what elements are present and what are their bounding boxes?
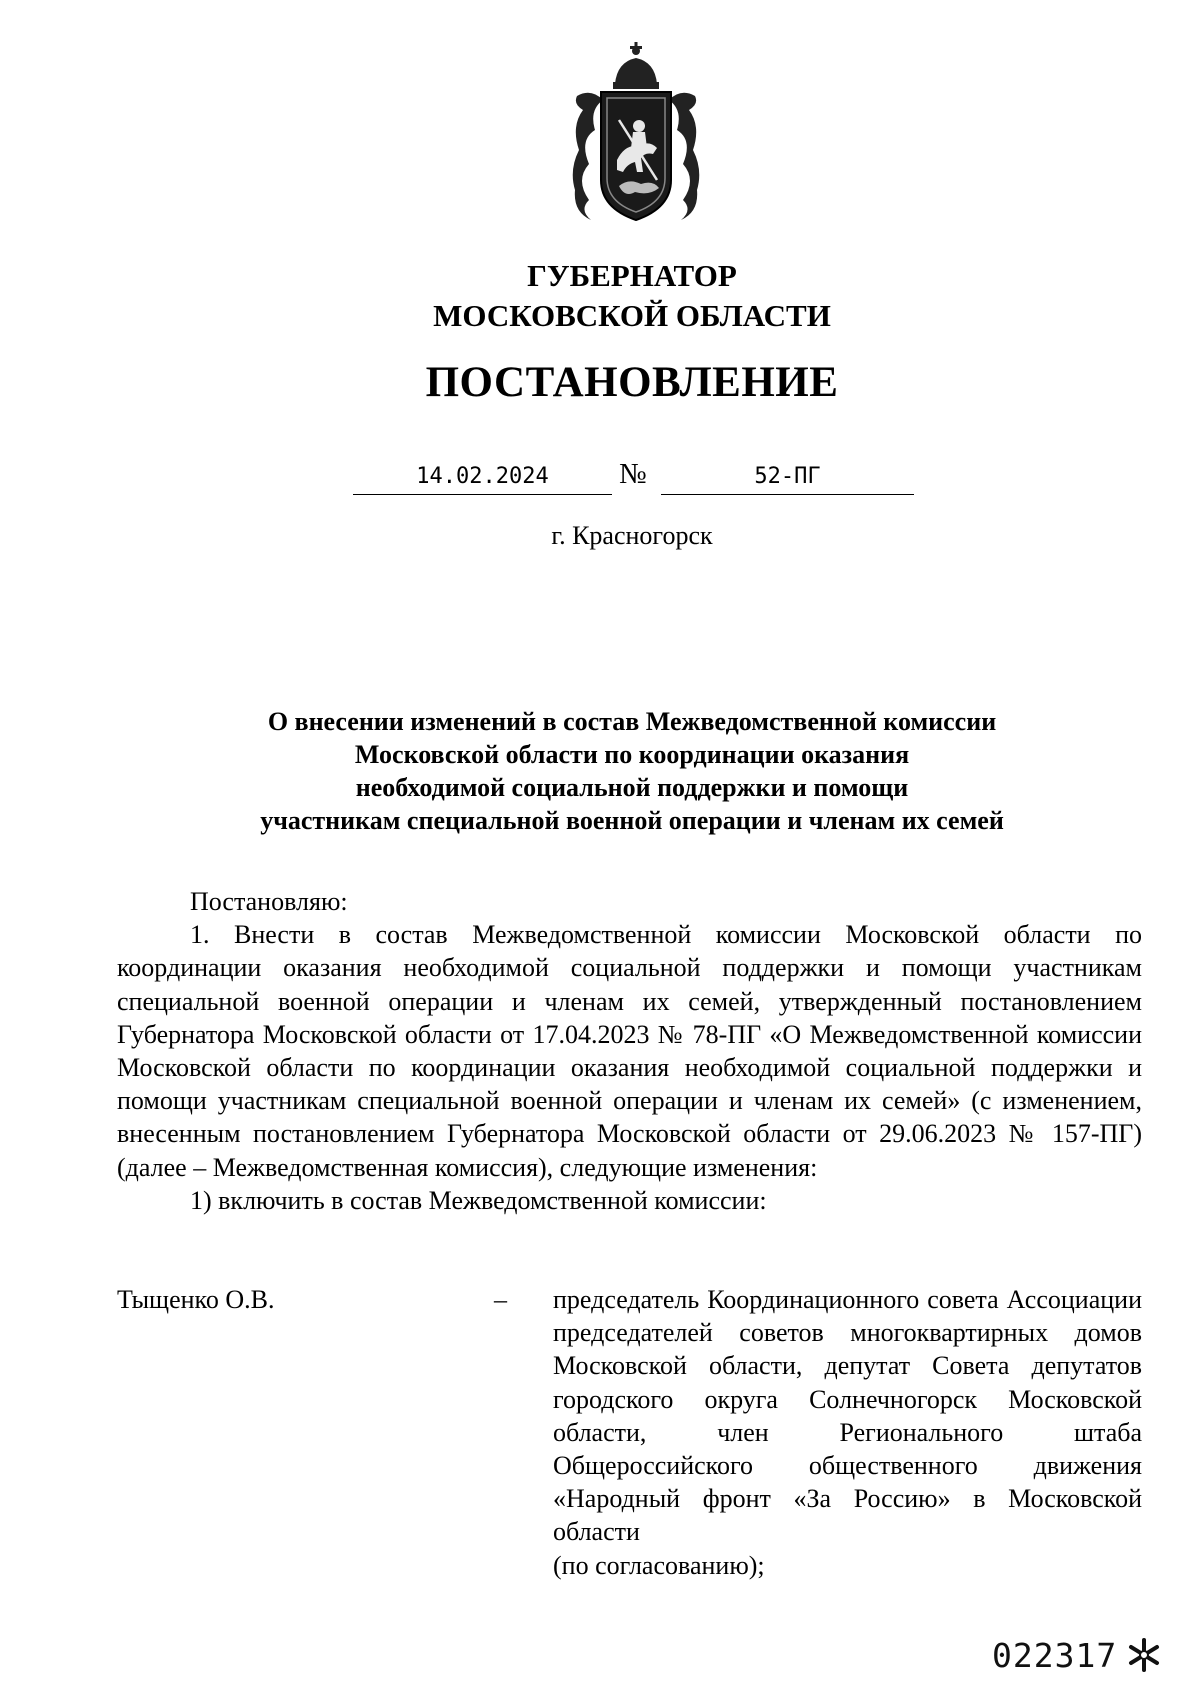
member-description <box>553 1283 1142 1582</box>
title-line: участникам специальной военной операции и членам их семей <box>260 806 1004 835</box>
document-title <box>180 705 1084 837</box>
title-line: Московской области по координации оказания <box>354 740 910 769</box>
paragraph-1: 1. Внести в состав Межведомственной комиссии Московской области по координации оказания необходимой социальной поддержки и помощи участникам специальной военной операции и членам их семей, утвержденный постановлением Губернатора Московской области от 17.04.2023 № 78-ПГ «О Межведомственной комиссии Московской области по координации оказания необходимой социальной поддержки и помощи участникам специальной военной операции и членам их семей» (с изменением, внесенным постановлением Губернатора Московской области от 29.06.2023 № 157-ПГ) (далее – Межведомственная комиссия), следующие изменения: <box>117 920 1142 1182</box>
authority-title: ГУБЕРНАТОР <box>527 258 737 293</box>
issuing-city: г. Красногорск <box>551 521 713 550</box>
document-number: 52-ПГ <box>661 462 914 495</box>
member-name: Тыщенко О.В. <box>117 1285 275 1314</box>
title-line: необходимой социальной поддержки и помощи <box>355 773 909 802</box>
moscow-oblast-coat-of-arms-icon <box>569 40 703 226</box>
document-type: ПОСТАНОВЛЕНИЕ <box>425 359 839 406</box>
number-sign: № <box>619 458 647 490</box>
member-description-main: председатель Координационного совета Ассоциации председателей советов многоквартирных домов Московской области, депутат Совета депутатов городского округа Солнечногорск Московской области, член Регионального штаба Общероссийского общественного движения «Народный фронт «За Россию» в Московской области <box>553 1285 1142 1547</box>
authority-region: МОСКОВСКОЙ ОБЛАСТИ <box>433 298 831 333</box>
issuing-authority <box>0 256 1200 336</box>
member-description-note: (по согласованию); <box>553 1550 765 1580</box>
document-body <box>117 885 1142 1217</box>
title-line: О внесении изменений в состав Межведомственной комиссии <box>267 707 997 736</box>
subitem-1: 1) включить в состав Межведомственной комиссии: <box>190 1185 767 1215</box>
document-date: 14.02.2024 <box>353 462 612 495</box>
member-dash: – <box>494 1285 507 1314</box>
resolve-statement: Постановляю: <box>190 887 348 916</box>
asterisk-icon <box>1126 1637 1162 1673</box>
form-serial-number: 022317 <box>992 1636 1118 1675</box>
